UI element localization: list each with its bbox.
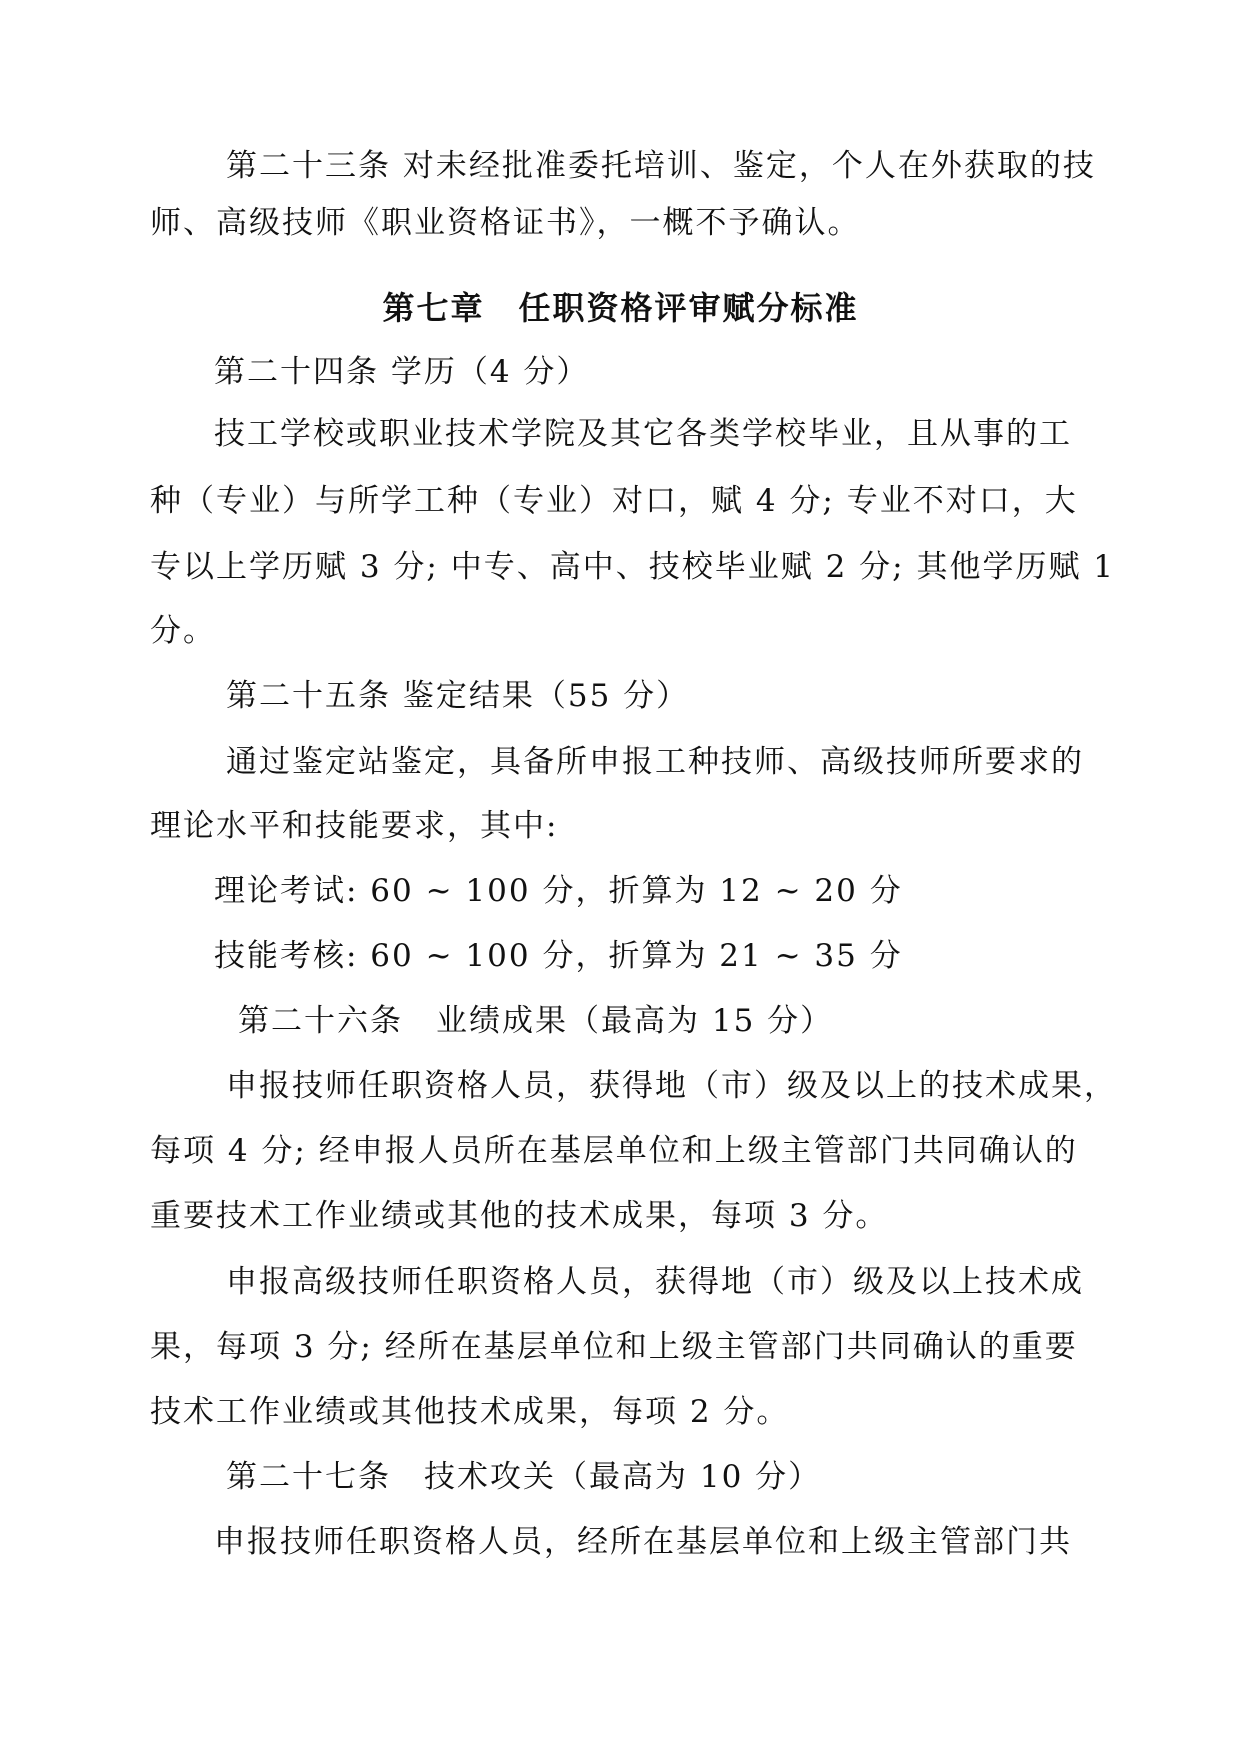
article-26-line-4: 申报高级技师任职资格人员，获得地（市）级及以上技术成 <box>226 1264 1084 1300</box>
article-24-heading: 第二十四条 学历（4 分） <box>214 354 590 390</box>
article-24-line-4: 分。 <box>150 613 216 649</box>
article-26-line-2: 每项 4 分; 经申报人员所在基层单位和上级主管部门共同确认的 <box>150 1133 1078 1169</box>
article-27-heading: 第二十七条 技术攻关（最高为 10 分） <box>226 1459 822 1495</box>
article-27-line-1: 申报技师任职资格人员，经所在基层单位和上级主管部门共 <box>214 1524 1072 1560</box>
article-24-line-1: 技工学校或职业技术学院及其它各类学校毕业，且从事的工 <box>214 416 1072 452</box>
article-23-line-1: 第二十三条 对未经批准委托培训、鉴定，个人在外获取的技 <box>226 148 1096 184</box>
article-24-line-3: 专以上学历赋 3 分; 中专、高中、技校毕业赋 2 分; 其他学历赋 1 <box>150 549 1116 585</box>
article-25-line-1: 通过鉴定站鉴定，具备所申报工种技师、高级技师所要求的 <box>226 744 1084 780</box>
article-23-line-2: 师、高级技师《职业资格证书》，一概不予确认。 <box>150 205 861 241</box>
article-25-heading: 第二十五条 鉴定结果（55 分） <box>226 678 690 714</box>
article-26-line-6: 技术工作业绩或其他技术成果，每项 2 分。 <box>150 1394 790 1430</box>
article-24-line-2: 种（专业）与所学工种（专业）对口，赋 4 分; 专业不对口，大 <box>150 483 1078 519</box>
article-26-heading: 第二十六条 业绩成果（最高为 15 分） <box>238 1003 834 1039</box>
theory-exam-line: 理论考试: 60 ~ 100 分，折算为 12 ~ 20 分 <box>214 873 903 909</box>
article-26-line-1: 申报技师任职资格人员，获得地（市）级及以上的技术成果， <box>226 1068 1117 1104</box>
chapter-title: 第七章 任职资格评审赋分标准 <box>382 289 859 327</box>
article-26-line-5: 果，每项 3 分; 经所在基层单位和上级主管部门共同确认的重要 <box>150 1329 1078 1365</box>
article-25-line-2: 理论水平和技能要求，其中: <box>150 808 559 844</box>
article-26-line-3: 重要技术工作业绩或其他的技术成果，每项 3 分。 <box>150 1198 889 1234</box>
skill-exam-line: 技能考核: 60 ~ 100 分，折算为 21 ~ 35 分 <box>214 938 903 974</box>
